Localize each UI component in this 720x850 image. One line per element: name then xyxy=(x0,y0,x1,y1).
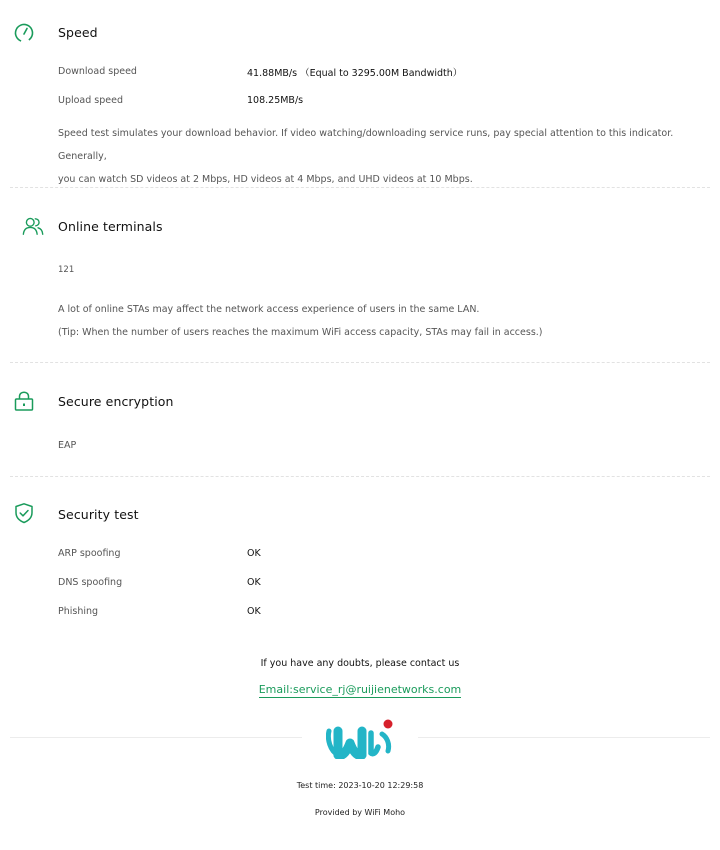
terminals-title: Online terminals xyxy=(58,219,163,234)
test-time: Test time: 2023-10-20 12:29:58 xyxy=(296,781,424,790)
phishing-value: OK xyxy=(247,606,261,617)
terminals-count: 121 xyxy=(58,265,75,275)
section-divider xyxy=(10,476,710,477)
arp-spoofing-value: OK xyxy=(247,548,261,559)
speed-description-line2: you can watch SD videos at 2 Mbps, HD videos at 4 Mbps, and UHD videos at 10 Mbps. xyxy=(58,174,473,185)
encryption-title: Secure encryption xyxy=(58,394,174,409)
security-title: Security test xyxy=(58,507,139,522)
download-speed-label: Download speed xyxy=(58,66,137,77)
wifi-moho-logo xyxy=(326,717,396,759)
upload-speed-label: Upload speed xyxy=(58,95,124,106)
email-link[interactable]: Email:service_rj@ruijienetworks.com xyxy=(258,683,462,696)
speedometer-icon xyxy=(13,22,35,44)
phishing-label: Phishing xyxy=(58,606,99,617)
provided-by: Provided by WiFi Moho xyxy=(314,808,406,817)
upload-speed-value: 108.25MB/s xyxy=(247,95,304,106)
speed-title: Speed xyxy=(58,25,98,40)
terminals-description-line2: (Tip: When the number of users reaches the maximum WiFi access capacity, STAs may fail in access.) xyxy=(58,327,543,338)
logo-divider-left xyxy=(10,737,302,738)
terminals-description-line1: A lot of online STAs may affect the network access experience of users in the same LAN. xyxy=(58,304,480,315)
speed-description-line1: Speed test simulates your download behavior. If video watching/downloading service runs, pay special attention to this indicator. Generally, xyxy=(58,128,674,162)
dns-spoofing-label: DNS spoofing xyxy=(58,577,123,588)
contact-text: If you have any doubts, please contact us xyxy=(260,658,460,669)
users-icon xyxy=(22,215,44,237)
download-speed-value: 41.88MB/s （Equal to 3295.00M Bandwidth） xyxy=(247,68,463,79)
lock-icon xyxy=(13,390,35,412)
dns-spoofing-value: OK xyxy=(247,577,261,588)
contact-email xyxy=(0,683,720,696)
shield-check-icon xyxy=(13,502,35,524)
arp-spoofing-label: ARP spoofing xyxy=(58,548,121,559)
terminals-description xyxy=(58,298,698,344)
encryption-value: EAP xyxy=(58,440,77,451)
section-divider xyxy=(10,187,710,188)
speed-description xyxy=(58,122,698,191)
section-divider xyxy=(10,362,710,363)
logo-divider-right xyxy=(418,737,710,738)
